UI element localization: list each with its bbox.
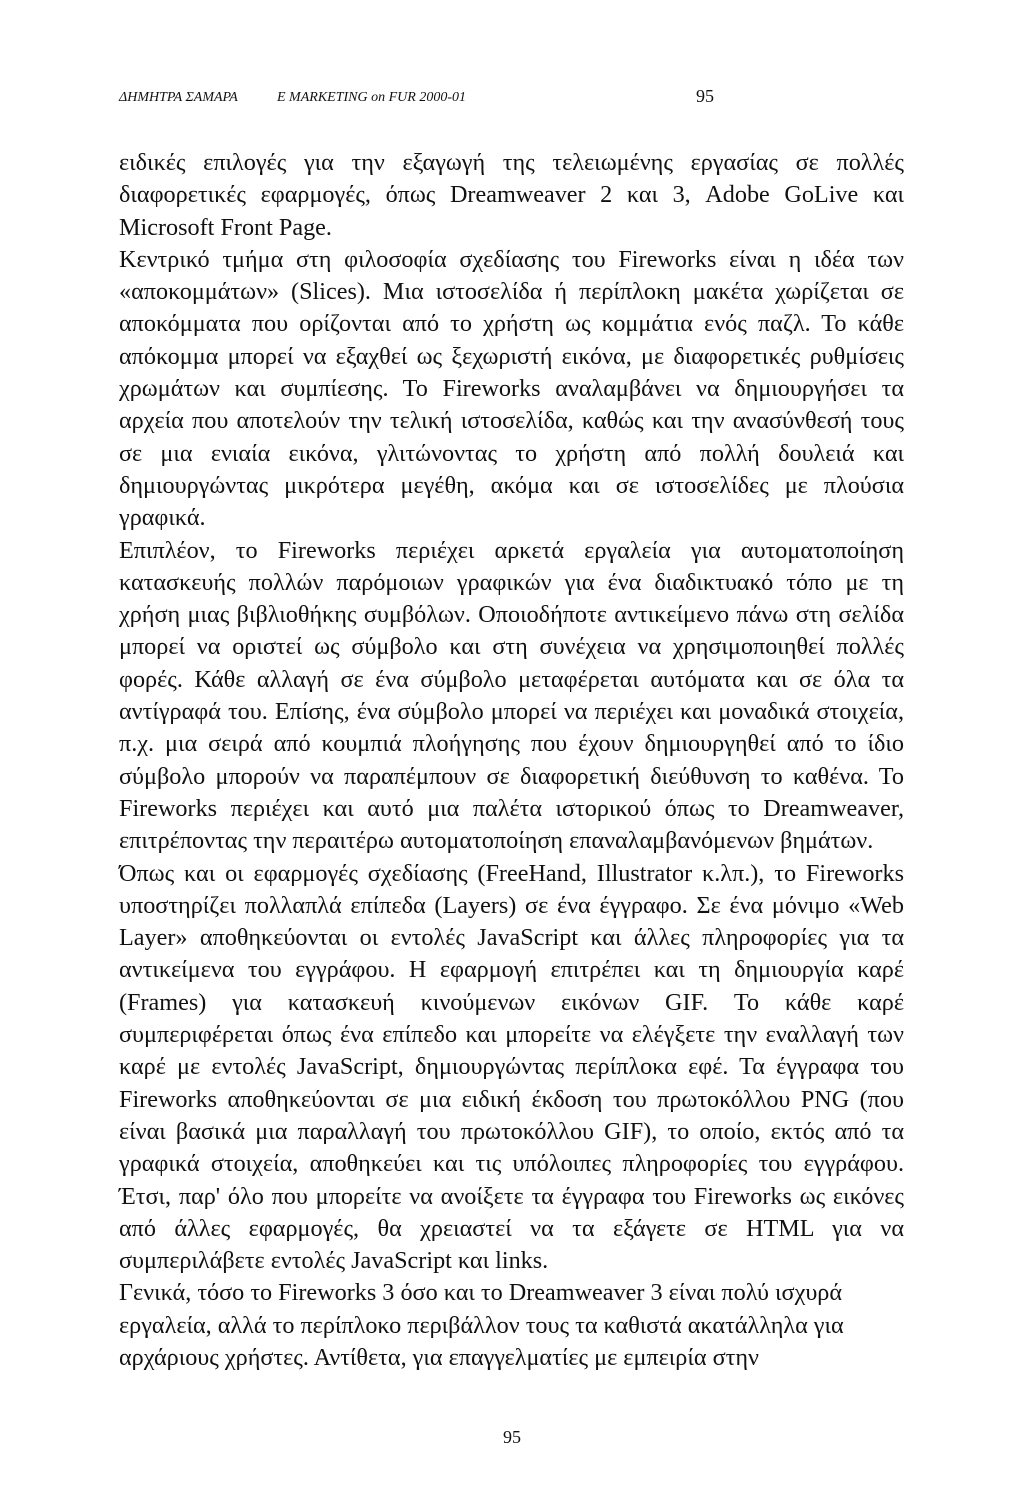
footer-page-number: 95 bbox=[503, 1427, 521, 1447]
header-page-number: 95 bbox=[696, 86, 714, 106]
body-text bbox=[119, 147, 904, 1374]
header-author: ΔΗΜΗΤΡΑ ΣΑΜΑΡΑ bbox=[119, 90, 238, 105]
paragraph: Επιπλέον, το Fireworks περιέχει αρκετά εργαλεία για αυτοματοποίηση κατασκευής πολλών παρόμοιων γραφικών για ένα διαδικτυακό τόπο με τη χρήση μιας βιβλιοθήκης συμβόλων. Οποιοδήποτε αντικείμενο πάνω στη σελίδα μπορεί να οριστεί ως σύμβολο και στη συνέχεια να χρησιμοποιηθεί πολλές φορές. Κάθε αλλαγή σε ένα σύμβολο μεταφέρεται αυτόματα και σε όλα τα αντίγραφά του. Επίσης, ένα σύμβολο μπορεί να περιέχει και μοναδικά στοιχεία, π.χ. μια σειρά από κουμπιά πλοήγησης που έχουν δημιουργηθεί από το ίδιο σύμβολο μπορούν να παραπέμπουν σε διαφορετική διεύθυνση το καθένα. Το Fireworks περιέχει και αυτό μια παλέτα ιστορικού όπως το Dreamweaver, επιτρέποντας την περαιτέρω αυτοματοποίηση επαναλαμβανόμενων βημάτων. bbox=[119, 536, 904, 855]
paragraph: Γενικά, τόσο το Fireworks 3 όσο και το Dreamweaver 3 είναι πολύ ισχυρά εργαλεία, αλλά το περίπλοκο περιβάλλον τους τα καθιστά ακατάλληλα για αρχάριους χρήστες. Αντίθετα, για επαγγελματίες με εμπειρία στην bbox=[119, 1279, 844, 1371]
paragraph: Όπως και οι εφαρμογές σχεδίασης (FreeHand, Illustrator κ.λπ.), το Fireworks υποστηρίζει πολλαπλά επίπεδα (Layers) σε ένα έγγραφο. Σε ένα μόνιμο «Web Layer» αποθηκεύονται οι εντολές JavaScript και άλλες πληροφορίες για τα αντικείμενα του εγγράφου. Η εφαρμογή επιτρέπει και τη δημιουργία καρέ (Frames) για κατασκευή κινούμενων εικόνων GIF. Το κάθε καρέ συμπεριφέρεται όπως ένα επίπεδο και μπορείτε να ελέγξετε την εναλλαγή των καρέ με εντολές JavaScript, δημιουργώντας περίπλοκα εφέ. Τα έγγραφα του Fireworks αποθηκεύονται σε μια ειδική έκδοση του πρωτοκόλλου PNG (που είναι βασικά μια παραλλαγή του πρωτοκόλλου GIF), το οποίο, εκτός από τα γραφικά στοιχεία, αποθηκεύει και τις υπόλοιπες πληροφορίες του εγγράφου. Έτσι, παρ' όλο που μπορείτε να ανοίξετε τα έγγραφα του Fireworks ως εικόνες από άλλες εφαρμογές, θα χρειαστεί να τα εξάγετε σε HTML για να συμπεριλάβετε εντολές JavaScript και links. bbox=[119, 859, 904, 1275]
header-title: E MARKETING on FUR 2000-01 bbox=[277, 90, 466, 105]
running-header bbox=[119, 86, 919, 110]
paragraph: ειδικές επιλογές για την εξαγωγή της τελειωμένης εργασίας σε πολλές διαφορετικές εφαρμογές, όπως Dreamweaver 2 και 3, Adobe GoLive και Microsoft Front Page. bbox=[119, 149, 904, 241]
paragraph: Κεντρικό τμήμα στη φιλοσοφία σχεδίασης του Fireworks είναι η ιδέα των «αποκομμάτων» (Slices). Μια ιστοσελίδα ή περίπλοκη μακέτα χωρίζεται σε αποκόμματα που ορίζονται από το χρήστη ως κομμάτια ενός παζλ. Το κάθε απόκομμα μπορεί να εξαχθεί ως ξεχωριστή εικόνα, με διαφορετικές ρυθμίσεις χρωμάτων και συμπίεσης. Το Fireworks αναλαμβάνει να δημιουργήσει τα αρχεία που αποτελούν την τελική ιστοσελίδα, καθώς και την ανασύνθεσή τους σε μια ενιαία εικόνα, γλιτώνοντας το χρήστη από πολλή δουλειά και δημιουργώντας μικρότερα μεγέθη, ακόμα και σε ιστοσελίδες με πλούσια γραφικά. bbox=[119, 245, 904, 532]
